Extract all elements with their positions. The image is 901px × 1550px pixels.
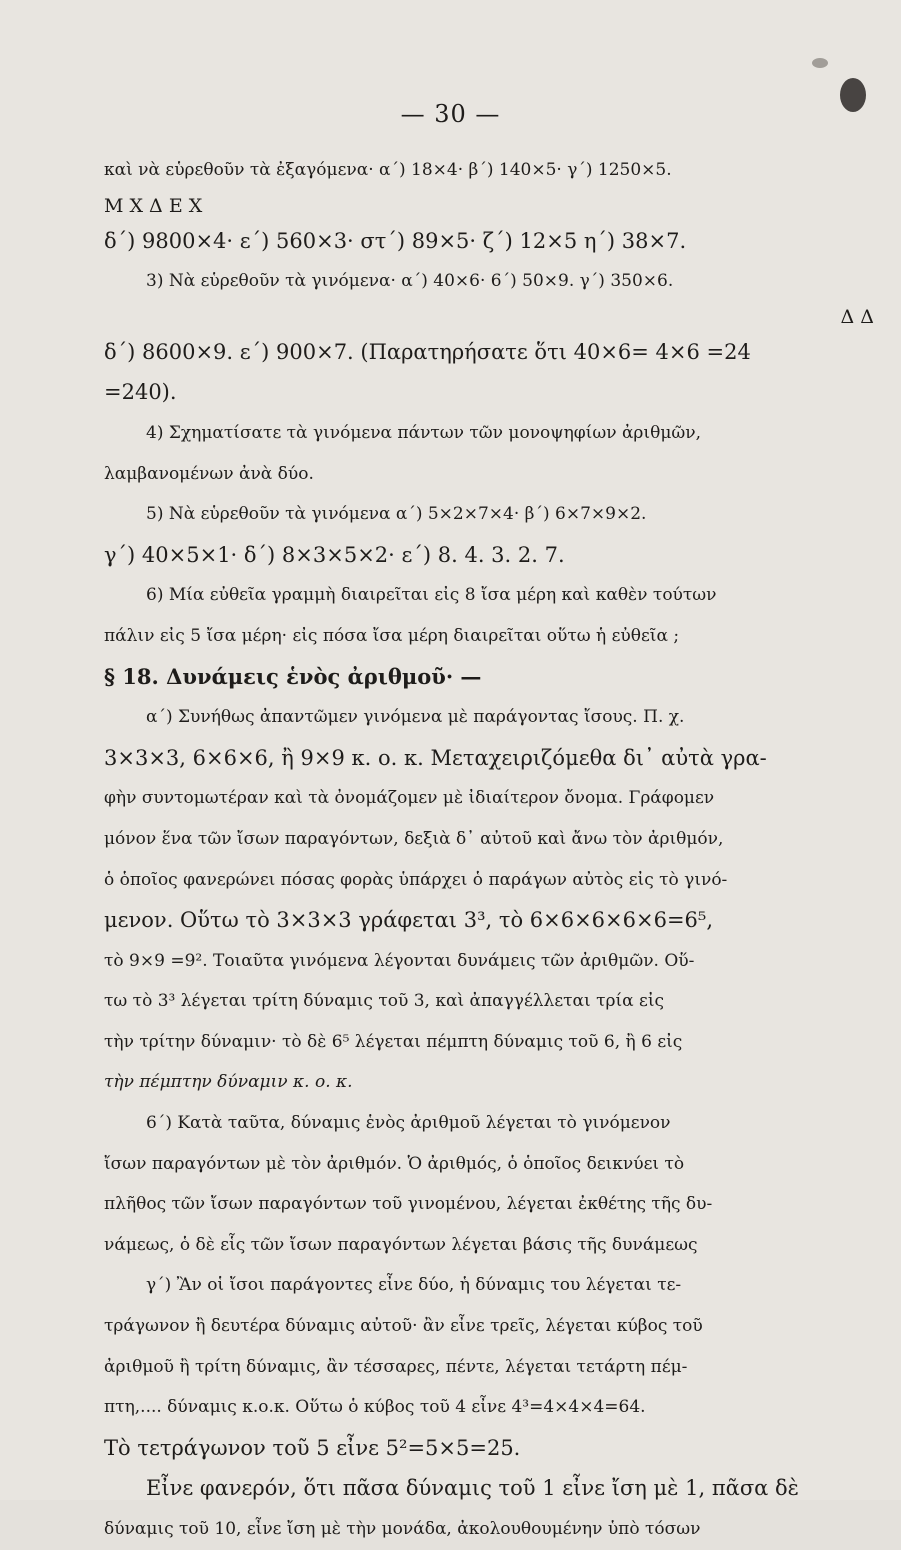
text-line: ἴσων παραγόντων μὲ τὸν ἀριθμόν. Ὁ ἀριθμός, ὁ ὁποῖος δεικνύει τὸ <box>104 1153 685 1174</box>
text-line: 3) Νὰ εὑρεθοῦν τὰ γινόμενα· α΄) 40×6· 6΄) 50×9. γ΄) 350×6. <box>146 271 674 292</box>
text-line: Τὸ τετράγωνον τοῦ 5 εἶνε 5²=5×5=25. <box>104 1435 521 1460</box>
text-line: δ΄) 8600×9. ε΄) 900×7. (Παρατηρήσατε ὅτι 40×6= 4×6 =24 <box>104 339 751 364</box>
page-number: — 30 — <box>400 100 501 128</box>
text-line: α΄) Συνήθως ἀπαντῶμεν γινόμενα μὲ παράγοντας ἴσους. Π. χ. <box>146 707 685 728</box>
text-line: δ΄) 9800×4· ε΄) 560×3· στ΄) 89×5· ζ΄) 12×5 η΄) 38×7. <box>104 228 687 253</box>
text-line: 3×3×3, 6×6×6, ἢ 9×9 κ. ο. κ. Μεταχειριζόμεθα δι᾽ αὐτὰ γρα- <box>104 745 767 770</box>
text-line: 4) Σχηματίσατε τὰ γινόμενα πάντων τῶν μονοψηφίων ἀριθμῶν, <box>146 422 701 443</box>
text-line: δύναμις τοῦ 10, εἶνε ἴση μὲ τὴν μονάδα, ἀκολουθουμένην ὑπὸ τόσων <box>104 1519 701 1539</box>
text-line: 6) Μία εὐθεῖα γραμμὴ διαιρεῖται εἰς 8 ἴσα μέρη καὶ καθὲν τούτων <box>146 585 717 606</box>
text-line: Δ Δ <box>840 305 874 328</box>
text-line: γ΄) 40×5×1· δ΄) 8×3×5×2· ε΄) 8. 4. 3. 2. 7. <box>104 542 565 567</box>
text-line: φὴν συντομωτέραν καὶ τὰ ὀνομάζομεν μὲ ἰδιαίτερον ὄνομα. Γράφομεν <box>104 788 715 809</box>
text-line: ὁ ὁποῖος φανερώνει πόσας φορὰς ὑπάρχει ὁ παράγων αὐτὸς εἰς τὸ γινό- <box>104 869 728 890</box>
text-line: μόνον ἕνα τῶν ἴσων παραγόντων, δεξιὰ δ᾽ αὐτοῦ καὶ ἄνω τὸν ἀριθμόν, <box>104 828 724 849</box>
text-line: τράγωνον ἢ δευτέρα δύναμις αὐτοῦ· ἂν εἶνε τρεῖς, λέγεται κύβος τοῦ <box>104 1316 703 1337</box>
text-line: γ΄) Ἂν οἱ ἴσοι παράγοντες εἶνε δύο, ἡ δύναμις του λέγεται τε- <box>146 1275 682 1296</box>
text-line: τὸ 9×9 =9². Τοιαῦτα γινόμενα λέγονται δυνάμεις τῶν ἀριθμῶν. Οὕ- <box>104 950 695 971</box>
text-line: 5) Νὰ εὑρεθοῦν τὰ γινόμενα α΄) 5×2×7×4· β΄) 6×7×9×2. <box>146 504 647 525</box>
text-line: καὶ νὰ εὑρεθοῦν τὰ ἐξαγόμενα· α΄) 18×4· β΄) 140×5· γ΄) 1250×5. <box>104 160 672 180</box>
text-line: τω τὸ 3³ λέγεται τρίτη δύναμις τοῦ 3, καὶ ἀπαγγέλλεται τρία εἰς <box>104 991 665 1012</box>
text-line: ἀριθμοῦ ἢ τρίτη δύναμις, ἂν τέσσαρες, πέντε, λέγεται τετάρτη πέμ- <box>104 1356 688 1377</box>
text-line: νάμεως, ὁ δὲ εἷς τῶν ἴσων παραγόντων λέγεται βάσις τῆς δυνάμεως <box>104 1234 698 1255</box>
text-line: 6΄) Κατὰ ταῦτα, δύναμις ἑνὸς ἀριθμοῦ λέγεται τὸ γινόμενον <box>146 1113 671 1134</box>
text-line: M X Δ E X <box>104 194 203 217</box>
section-heading: § 18. Δυνάμεις ἑνὸς ἀριθμοῦ· — <box>104 663 482 689</box>
text-line: πτη,.... δύναμις κ.ο.κ. Οὕτω ὁ κύβος τοῦ 4 εἶνε 4³=4×4×4=64. <box>104 1397 646 1418</box>
text-line: πάλιν εἰς 5 ἴσα μέρη· εἰς πόσα ἴσα μέρη διαιρεῖται οὕτω ἡ εὐθεῖα ; <box>104 625 680 646</box>
text-line: Εἶνε φανερόν, ὅτι πᾶσα δύναμις τοῦ 1 εἶνε ἴση μὲ 1, πᾶσα δὲ <box>146 1476 799 1501</box>
text-line: τὴν τρίτην δύναμιν· τὸ δὲ 6⁵ λέγεται πέμπτη δύναμις τοῦ 6, ἢ 6 εἰς <box>104 1031 683 1052</box>
text-line: τὴν πέμπτην δύναμιν κ. ο. κ. <box>104 1072 353 1093</box>
text-line: πλῆθος τῶν ἴσων παραγόντων τοῦ γινομένου, λέγεται ἐκθέτης τῆς δυ- <box>104 1194 713 1215</box>
text-body <box>104 150 874 1550</box>
text-line: =240). <box>104 380 177 405</box>
text-line: λαμβανομένων ἀνὰ δύο. <box>104 463 314 484</box>
ink-speck <box>812 58 828 68</box>
text-line: μενον. Οὕτω τὸ 3×3×3 γράφεται 3³, τὸ 6×6×6×6×6=6⁵, <box>104 908 714 933</box>
